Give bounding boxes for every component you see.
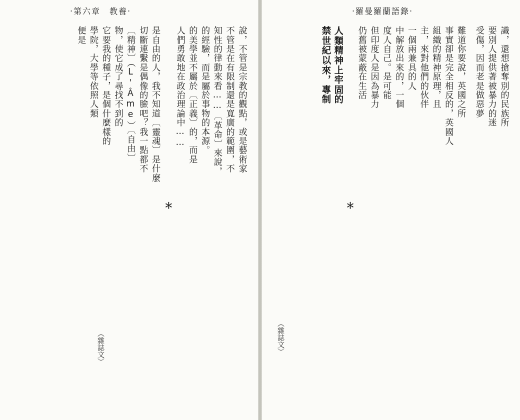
text-column: 是自由的人，我不知道〔靈魂〕是什麼 [150, 26, 161, 183]
text-column: 說，不管是宗教的觀點，或是藝術家 [237, 26, 247, 174]
text-column: 〔精神〕（L'Âme）〔自由〕 [125, 26, 136, 163]
text-column: 度人自己。是可能 [381, 26, 392, 100]
text-column: 便是 [75, 26, 86, 45]
section-marker: ＊ [162, 201, 173, 211]
left-running-head: ·第六章 教養· [70, 7, 132, 16]
text-column: 的美學並不屬於〔正義〕的，而是 [187, 26, 198, 164]
text-column: 切斷連繫是偶像的臉吧？我一點都不 [137, 26, 148, 174]
text-column: 要別人提供著被暴力的迷 [486, 26, 497, 128]
bold-text-column: 禁世紀以來，專制 [319, 26, 331, 105]
text-column: 人們勇敢地在政治理論中…… [175, 26, 186, 149]
right-text-columns [272, 26, 510, 386]
left-source-note: （雜誌文） [97, 330, 105, 365]
text-column: 中解放出來的，一個 [393, 26, 404, 109]
text-column: 識，還想搶奪別的民族所 [499, 26, 509, 128]
text-column: 它要我的種子，是個什麼樣的 [100, 26, 111, 146]
right-running-head: ·羅曼羅蘭語錄· [352, 7, 414, 16]
right-source-note: （雜誌文） [277, 320, 285, 355]
left-page [0, 0, 258, 420]
bold-text-column: 人類精神上牢固的 [331, 26, 343, 105]
section-marker: ＊ [344, 201, 355, 211]
text-column: 一個兩兼具的人 [406, 26, 417, 91]
text-column: 受傷，因而老是做惡夢 [474, 26, 485, 118]
left-text-columns [10, 26, 248, 386]
text-column: 知性的律動來看……〔革命〕來說， [212, 26, 223, 176]
text-column: 物，使它成了尋找不到的 [113, 26, 124, 128]
text-column: 難道你要說，英國之所 [455, 26, 466, 118]
text-column: 事實卻是完全相反的，英國人 [443, 26, 454, 146]
text-column: 但印度人是因為暴力 [369, 26, 380, 109]
right-page [262, 0, 520, 420]
text-column: 學院，大學等依照人類 [88, 26, 99, 118]
text-column: 組織的精神原理，且 [431, 26, 442, 109]
text-column: 主，來對他們的伙伴 [418, 26, 429, 109]
text-column: 不管是在有限制還是寬廣的範圍，不 [224, 26, 235, 174]
text-column: 的經驗，而是屬於事物的本源。 [199, 26, 210, 155]
text-column: 仍舊被蒙蔽在生活 [356, 26, 367, 100]
